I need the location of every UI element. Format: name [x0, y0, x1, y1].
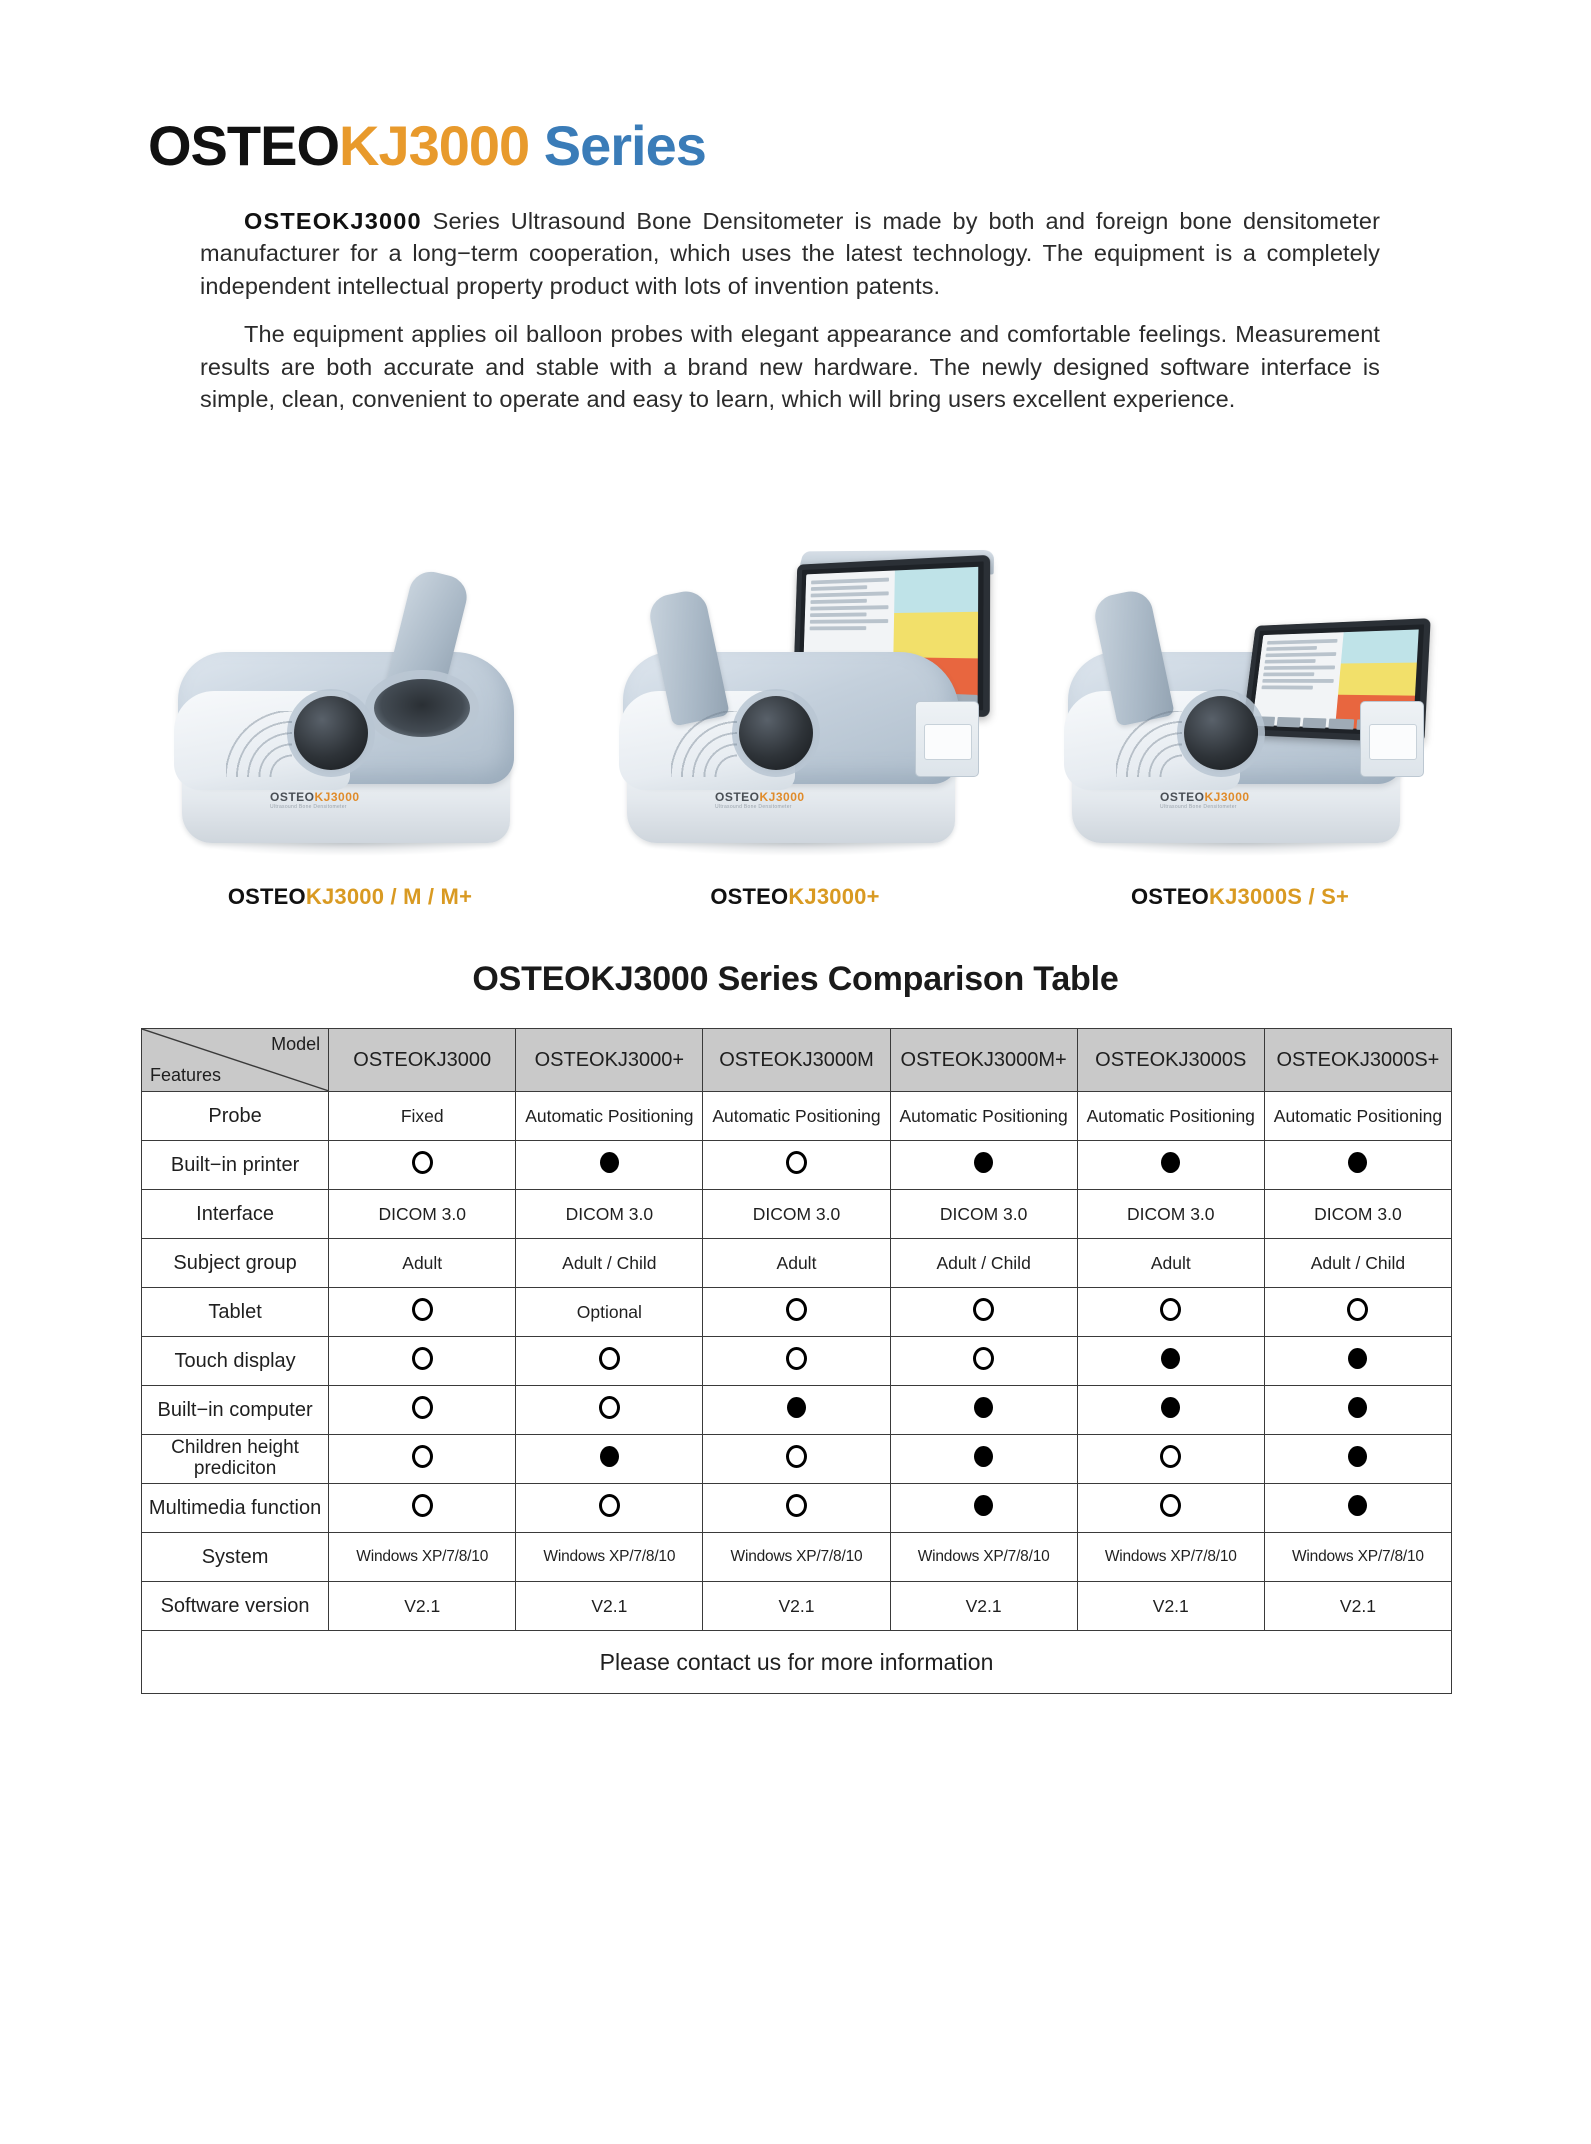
mark-hollow-cell	[703, 1337, 890, 1386]
mark-hollow-cell	[516, 1484, 703, 1533]
mark-filled-cell	[1264, 1484, 1451, 1533]
table-cell: DICOM 3.0	[703, 1190, 890, 1239]
table-cell: Windows XP/7/8/10	[1077, 1533, 1264, 1582]
device-logo	[715, 790, 805, 810]
intro-paragraph-2: The equipment applies oil balloon probes with elegant appearance and comfortable feelings. Measurement results are both accurate and stable with a brand new hardware. The newly designed software interface is simple, clean, convenient to operate and easy to learn, which will bring users excellent experience.	[200, 321, 1380, 413]
product-gallery	[140, 520, 1450, 910]
mark-hollow-cell	[329, 1141, 516, 1190]
mark-hollow-cell	[703, 1484, 890, 1533]
filled-circle-icon	[1348, 1348, 1367, 1369]
mark-hollow-cell	[1264, 1288, 1451, 1337]
device-logo-subtitle: Ultrasound Bone Densitometer	[270, 804, 347, 810]
hollow-circle-icon	[1160, 1298, 1181, 1321]
mark-hollow-cell	[703, 1435, 890, 1484]
filled-circle-icon	[787, 1397, 806, 1418]
mark-hollow-cell	[329, 1288, 516, 1337]
table-cell: Automatic Positioning	[890, 1092, 1077, 1141]
table-col-header: OSTEOKJ3000M+	[890, 1029, 1077, 1092]
mark-filled-cell	[1264, 1386, 1451, 1435]
product-caption-model: KJ3000+	[788, 884, 880, 909]
table-col-header: OSTEOKJ3000S+	[1264, 1029, 1451, 1092]
hollow-circle-icon	[786, 1494, 807, 1517]
filled-circle-icon	[600, 1446, 619, 1467]
table-cell: Adult	[329, 1239, 516, 1288]
device-logo-brand: OSTEO	[715, 790, 760, 804]
mark-hollow-cell	[1077, 1484, 1264, 1533]
hollow-circle-icon	[412, 1347, 433, 1370]
table-row-label: Software version	[142, 1582, 329, 1631]
hollow-circle-icon	[786, 1347, 807, 1370]
hollow-circle-icon	[412, 1494, 433, 1517]
table-cell: V2.1	[703, 1582, 890, 1631]
hollow-circle-icon	[412, 1445, 433, 1468]
table-cell: Automatic Positioning	[516, 1092, 703, 1141]
table-row-label-line2: prediciton	[193, 1458, 277, 1479]
table-cell: V2.1	[329, 1582, 516, 1631]
table-cell: Automatic Positioning	[1077, 1092, 1264, 1141]
hollow-circle-icon	[599, 1396, 620, 1419]
table-cell: V2.1	[516, 1582, 703, 1631]
table-row-label: Touch display	[142, 1337, 329, 1386]
table-row-label: Multimedia function	[142, 1484, 329, 1533]
table-row	[142, 1337, 1452, 1386]
device-printer-slot	[1360, 701, 1424, 777]
filled-circle-icon	[600, 1152, 619, 1173]
mark-hollow-cell	[329, 1386, 516, 1435]
table-cell: Adult / Child	[1264, 1239, 1451, 1288]
mark-filled-cell	[890, 1484, 1077, 1533]
device-logo	[1160, 790, 1250, 810]
intro-paragraph-1	[200, 205, 1380, 302]
table-row-label: Subject group	[142, 1239, 329, 1288]
title-brand: OSTEO	[148, 114, 340, 177]
table-row	[142, 1533, 1452, 1582]
product-item	[585, 546, 1005, 910]
table-row-label: Built−in printer	[142, 1141, 329, 1190]
table-cell: V2.1	[890, 1582, 1077, 1631]
table-row-label: Built−in computer	[142, 1386, 329, 1435]
device-measurement-port	[739, 696, 813, 770]
table-cell: Windows XP/7/8/10	[1264, 1533, 1451, 1582]
table-cell: Windows XP/7/8/10	[329, 1533, 516, 1582]
hollow-circle-icon	[599, 1347, 620, 1370]
table-cell: Fixed	[329, 1092, 516, 1141]
device-vent-icon	[671, 711, 737, 777]
filled-circle-icon	[974, 1446, 993, 1467]
product-item	[1030, 546, 1450, 910]
product-caption-model: KJ3000S / S+	[1209, 884, 1349, 909]
table-footer-row	[142, 1631, 1452, 1694]
filled-circle-icon	[974, 1397, 993, 1418]
mark-filled-cell	[1077, 1337, 1264, 1386]
table-cell: Automatic Positioning	[1264, 1092, 1451, 1141]
hollow-circle-icon	[973, 1298, 994, 1321]
table-cell: Windows XP/7/8/10	[890, 1533, 1077, 1582]
product-caption	[710, 884, 879, 910]
page-title	[148, 114, 706, 177]
table-cell: DICOM 3.0	[1077, 1190, 1264, 1239]
table-cell: DICOM 3.0	[516, 1190, 703, 1239]
product-photo-kj3000plus	[595, 546, 995, 876]
hollow-circle-icon	[599, 1494, 620, 1517]
hollow-circle-icon	[1160, 1494, 1181, 1517]
table-row	[142, 1239, 1452, 1288]
table-col-header: OSTEOKJ3000	[329, 1029, 516, 1092]
table-row	[142, 1484, 1452, 1533]
device-logo-model: KJ3000	[1204, 790, 1250, 804]
product-caption	[1131, 884, 1349, 910]
table-cell: Adult	[703, 1239, 890, 1288]
product-caption-model: KJ3000 / M / M+	[305, 884, 473, 909]
device-logo-model: KJ3000	[759, 790, 805, 804]
hollow-circle-icon	[786, 1298, 807, 1321]
hollow-circle-icon	[412, 1396, 433, 1419]
device-vent-icon	[1116, 711, 1182, 777]
filled-circle-icon	[1161, 1397, 1180, 1418]
hollow-circle-icon	[1347, 1298, 1368, 1321]
table-cell: Adult / Child	[516, 1239, 703, 1288]
table-header-row	[142, 1029, 1452, 1092]
mark-hollow-cell	[890, 1288, 1077, 1337]
mark-filled-cell	[890, 1435, 1077, 1484]
product-item	[140, 546, 560, 910]
mark-filled-cell	[1264, 1141, 1451, 1190]
corner-features-label: Features	[150, 1065, 222, 1085]
mark-hollow-cell	[516, 1337, 703, 1386]
hollow-circle-icon	[412, 1151, 433, 1174]
device-printer-slot	[915, 701, 979, 777]
mark-filled-cell	[516, 1141, 703, 1190]
table-row	[142, 1190, 1452, 1239]
table-row	[142, 1582, 1452, 1631]
mark-hollow-cell	[329, 1435, 516, 1484]
device-measurement-port	[294, 696, 368, 770]
mark-filled-cell	[516, 1435, 703, 1484]
mark-hollow-cell	[703, 1288, 890, 1337]
table-cell: V2.1	[1264, 1582, 1451, 1631]
hollow-circle-icon	[1160, 1445, 1181, 1468]
filled-circle-icon	[1348, 1495, 1367, 1516]
table-cell: Automatic Positioning	[703, 1092, 890, 1141]
product-photo-kj3000	[150, 546, 550, 876]
mark-filled-cell	[1077, 1386, 1264, 1435]
corner-model-label: Model	[271, 1034, 321, 1054]
comparison-table	[141, 1028, 1452, 1694]
table-col-header: OSTEOKJ3000M	[703, 1029, 890, 1092]
mark-hollow-cell	[1077, 1288, 1264, 1337]
table-cell: V2.1	[1077, 1582, 1264, 1631]
mark-filled-cell	[1264, 1435, 1451, 1484]
filled-circle-icon	[1348, 1397, 1367, 1418]
mark-hollow-cell	[329, 1337, 516, 1386]
table-row-label: Tablet	[142, 1288, 329, 1337]
table-row	[142, 1288, 1452, 1337]
filled-circle-icon	[974, 1152, 993, 1173]
table-cell: Adult / Child	[890, 1239, 1077, 1288]
table-cell: Windows XP/7/8/10	[703, 1533, 890, 1582]
mark-filled-cell	[890, 1386, 1077, 1435]
table-corner-cell	[142, 1029, 329, 1092]
table-row-label: Probe	[142, 1092, 329, 1141]
table-col-header: OSTEOKJ3000+	[516, 1029, 703, 1092]
mark-hollow-cell	[329, 1484, 516, 1533]
table-col-header: OSTEOKJ3000S	[1077, 1029, 1264, 1092]
table-cell: Adult	[1077, 1239, 1264, 1288]
mark-hollow-cell	[703, 1141, 890, 1190]
table-row-label: Children height prediciton	[142, 1435, 329, 1484]
device-logo	[270, 790, 360, 810]
device-logo-model: KJ3000	[314, 790, 360, 804]
product-photo-kj3000s	[1040, 546, 1440, 876]
table-row	[142, 1141, 1452, 1190]
filled-circle-icon	[1161, 1348, 1180, 1369]
filled-circle-icon	[1161, 1152, 1180, 1173]
device-logo-subtitle: Ultrasound Bone Densitometer	[1160, 804, 1237, 810]
filled-circle-icon	[1348, 1152, 1367, 1173]
intro-text-block	[200, 205, 1380, 422]
hollow-circle-icon	[973, 1347, 994, 1370]
title-series: Series	[543, 114, 706, 177]
table-cell: DICOM 3.0	[329, 1190, 516, 1239]
table-row-label: Interface	[142, 1190, 329, 1239]
device-vent-icon	[226, 711, 292, 777]
hollow-circle-icon	[412, 1298, 433, 1321]
table-cell: DICOM 3.0	[890, 1190, 1077, 1239]
table-row	[142, 1386, 1452, 1435]
table-row-label: System	[142, 1533, 329, 1582]
table-row	[142, 1092, 1452, 1141]
table-cell: DICOM 3.0	[1264, 1190, 1451, 1239]
mark-filled-cell	[1264, 1337, 1451, 1386]
mark-filled-cell	[890, 1141, 1077, 1190]
intro-paragraph-1-text: Series Ultrasound Bone Densitometer is made by both and foreign bone densitometer manufacturer for a long−term cooperation, which uses the latest technology. The equipment is a completely independent intellectual property product with lots of invention patents.	[200, 208, 1380, 299]
hollow-circle-icon	[786, 1445, 807, 1468]
mark-filled-cell	[1077, 1141, 1264, 1190]
mark-hollow-cell	[516, 1386, 703, 1435]
hollow-circle-icon	[786, 1151, 807, 1174]
title-model: KJ3000	[339, 114, 530, 177]
device-probe-well	[374, 679, 470, 737]
device-logo-brand: OSTEO	[1160, 790, 1205, 804]
device-logo-subtitle: Ultrasound Bone Densitometer	[715, 804, 792, 810]
table-cell: Windows XP/7/8/10	[516, 1533, 703, 1582]
mark-hollow-cell	[890, 1337, 1077, 1386]
device-logo-brand: OSTEO	[270, 790, 315, 804]
product-caption	[228, 884, 472, 910]
filled-circle-icon	[1348, 1446, 1367, 1467]
device-measurement-port	[1184, 696, 1258, 770]
comparison-table-wrapper	[141, 1028, 1452, 1694]
mark-hollow-cell	[1077, 1435, 1264, 1484]
table-row	[142, 1435, 1452, 1484]
table-body	[142, 1092, 1452, 1631]
intro-lead-brand: OSTEOKJ3000	[244, 208, 422, 234]
table-footer-note: Please contact us for more information	[142, 1631, 1452, 1694]
mark-filled-cell	[703, 1386, 890, 1435]
filled-circle-icon	[974, 1495, 993, 1516]
product-caption-brand: OSTEO	[227, 884, 306, 909]
comparison-table-title: OSTEOKJ3000 Series Comparison Table	[472, 960, 1119, 998]
table-cell: Optional	[516, 1288, 703, 1337]
product-caption-brand: OSTEO	[710, 884, 789, 909]
product-caption-brand: OSTEO	[1130, 884, 1209, 909]
